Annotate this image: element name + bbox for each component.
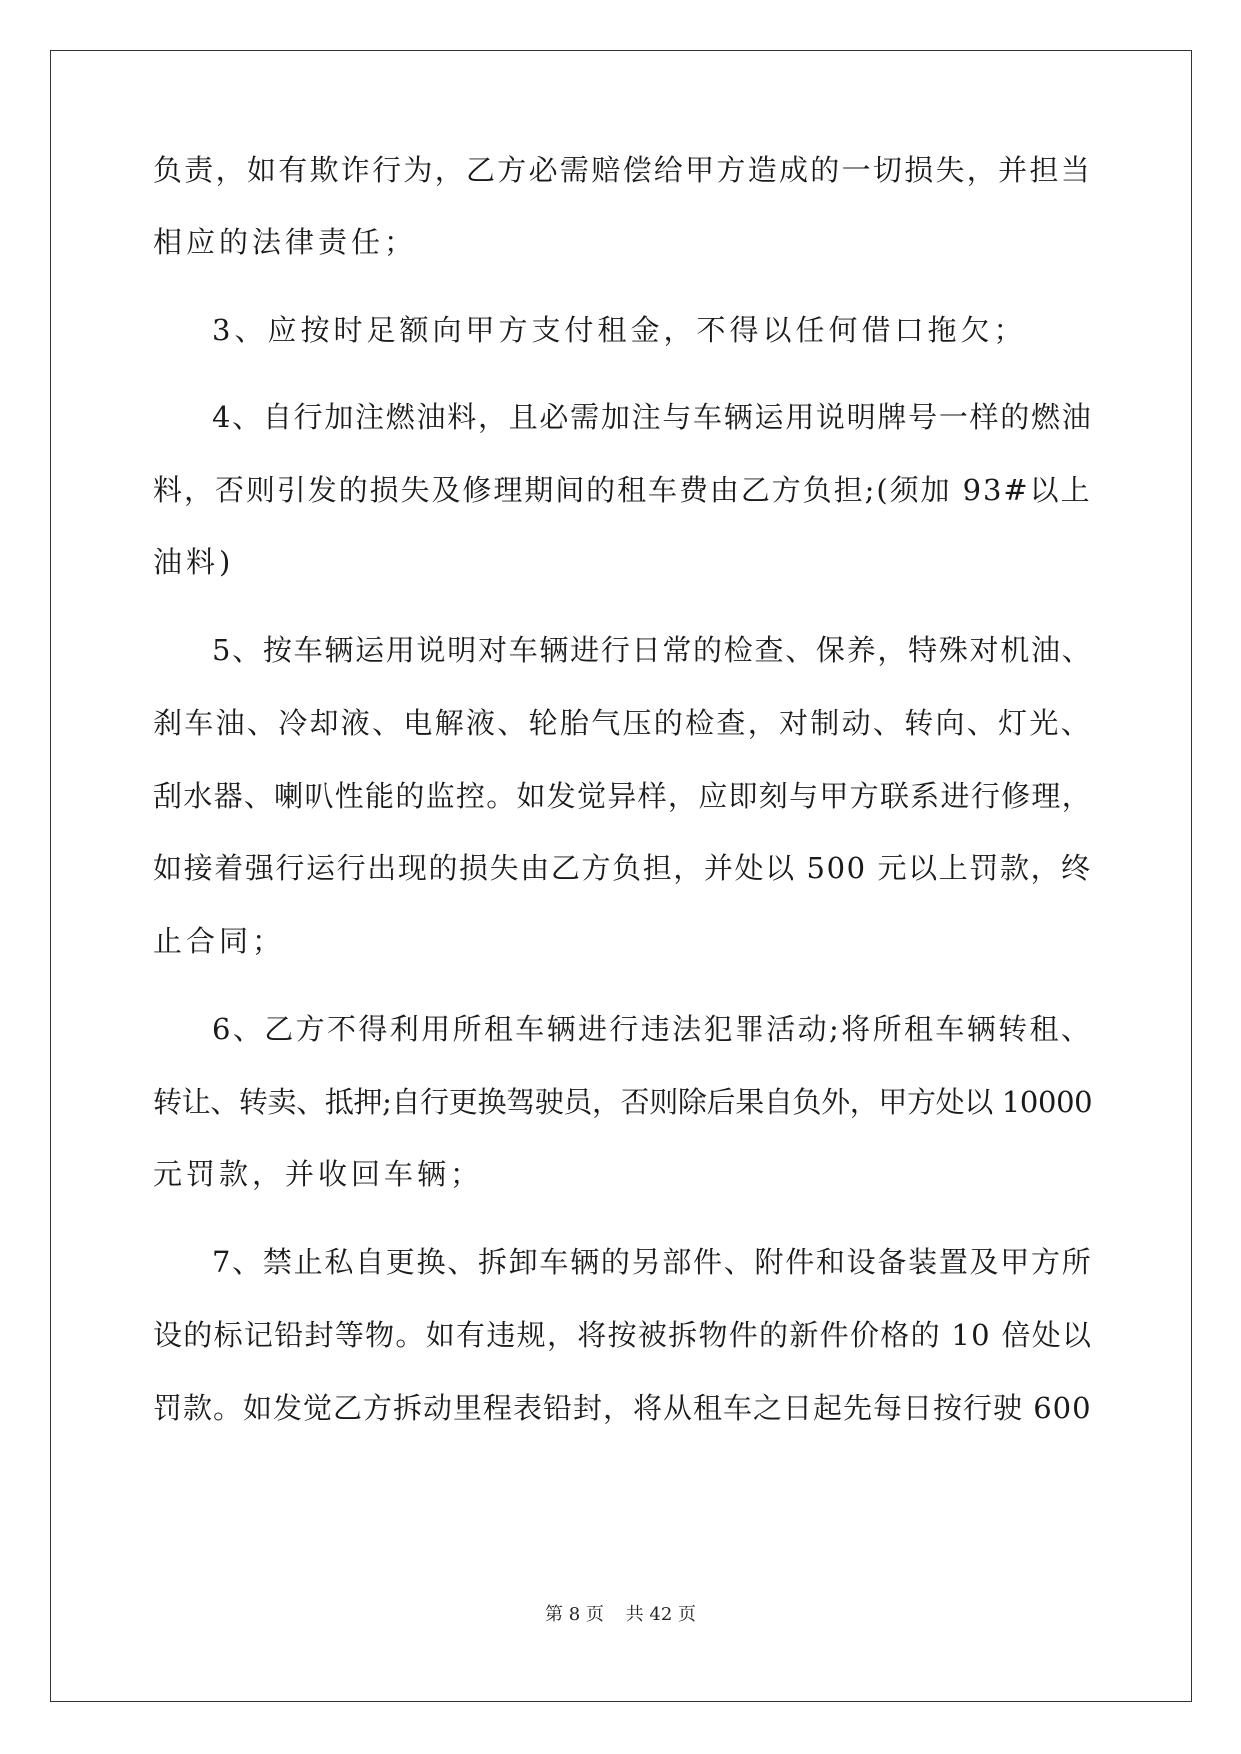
text-line: 设的标记铅封等物。如有违规，将按被拆物件的新件价格的 10 倍处以 (153, 1318, 1093, 1352)
text-line: 负责，如有欺诈行为，乙方必需赔偿给甲方造成的一切损失，并担当 (153, 153, 1093, 187)
text-line: 止合同； (153, 924, 286, 958)
text-line: 5、按车辆运用说明对车辆进行日常的检查、保养，特殊对机油、 (212, 633, 1093, 667)
page-footer (0, 1603, 1241, 1627)
text-line: 转让、转卖、抵押;自行更换驾驶员，否则除后果自负外，甲方处以 10000 (153, 1085, 1093, 1119)
text-line: 刹车油、冷却液、电解液、轮胎气压的检查，对制动、转向、灯光、 (153, 706, 1093, 740)
text-line: 如接着强行运行出现的损失由乙方负担，并处以 500 元以上罚款，终 (153, 851, 1092, 885)
text-line: 3、应按时足额向甲方支付租金，不得以任何借口拖欠； (212, 313, 1027, 347)
text-line: 6、乙方不得利用所租车辆进行违法犯罪活动;将所租车辆转租、 (212, 1012, 1093, 1046)
page-number-total: 共 42 页 (625, 1604, 696, 1625)
page-number-current: 第 8 页 (545, 1604, 604, 1625)
text-line: 7、禁止私自更换、拆卸车辆的另部件、附件和设备装置及甲方所 (212, 1245, 1093, 1279)
text-line: 相应的法律责任； (153, 225, 418, 259)
text-line: 料，否则引发的损失及修理期间的租车费由乙方负担;(须加 93#以上 (153, 473, 1092, 507)
text-line: 4、自行加注燃油料，且必需加注与车辆运用说明牌号一样的燃油 (212, 400, 1093, 434)
text-line: 刮水器、喇叭性能的监控。如发觉异样，应即刻与甲方联系进行修理， (153, 779, 1093, 813)
text-line: 罚款。如发觉乙方拆动里程表铅封，将从租车之日起先每日按行驶 600 (153, 1391, 1092, 1425)
text-line: 元罚款，并收回车辆； (153, 1157, 484, 1191)
text-line: 油料) (153, 545, 235, 579)
